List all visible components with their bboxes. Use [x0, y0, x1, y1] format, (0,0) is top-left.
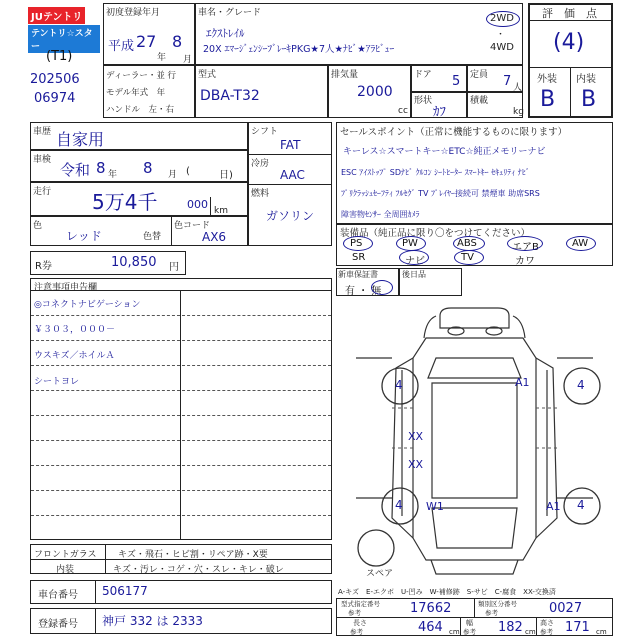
equipment-title: 装備品（純正品に限り〇をつけてください） [340, 228, 531, 239]
first-reg-month: 8 [172, 32, 183, 51]
interior-cond-value: キズ・汚レ・コゲ・穴・スレ・キレ・破レ [113, 565, 284, 575]
note-line-1: ◎コネクトナビゲーション [34, 300, 141, 310]
height-ref: 参考 [540, 628, 553, 636]
model-label: 型式 [198, 70, 217, 80]
front-glass-label: フロントガラス [34, 550, 97, 560]
selling-point-line-2: ESC ｱｲｽﾄｯﾌﾟ SDﾅﾋﾞ ｸﾙｺﾝ ｼｰﾄﾋｰﾀｰ ｽﾏｰﾄｷｰ ｾｷｭﾘﾃｨ ﾅﾋﾞ [341, 168, 530, 177]
ac-label: 冷房 [251, 159, 270, 169]
shape-value: ｶﾌ [433, 105, 446, 120]
displacement-label: 排気量 [331, 70, 359, 80]
inspection-month: 8 [143, 159, 153, 177]
logo [28, 5, 100, 52]
displacement-unit: cc [398, 106, 408, 116]
equip-sr: SR [352, 252, 366, 263]
interior-grade: B [581, 87, 597, 112]
damage-legend: A-キズ E-エクボ U-凹み W-補修跡 S-サビ C-腐食 XX-交換済 [338, 588, 556, 596]
notes-box [30, 278, 332, 540]
damage-a1-top: A1 [515, 376, 530, 389]
load-label: 積載 [470, 96, 489, 106]
equip-abs: ABS [457, 238, 477, 249]
recycle-unit: 円 [169, 262, 179, 273]
drive-4wd: 4WD [490, 42, 514, 53]
equip-navi: ナビ [405, 256, 425, 267]
logo-line2: テントリ☆スター [28, 25, 100, 53]
logo-line1: JUテントリ [28, 7, 85, 24]
lot-id-1: 202506 [30, 72, 80, 87]
selling-point-line-3: ﾌﾟﾘｸﾗｯｼｭｾｰﾌﾃｨ ﾌﾙｾｸﾞ TV ﾌﾟﾚｲﾔｰ接続可 禁煙車 助席SRS [341, 189, 540, 198]
first-reg-era: 平成 [108, 39, 135, 54]
fuel-label: 燃料 [251, 189, 270, 199]
warranty-value: 有 ・ 無 [345, 286, 382, 297]
recycle-box [30, 251, 186, 275]
note-line-3: ウスキズ／ホイルＡ [34, 351, 115, 361]
chassis-label: 車台番号 [38, 590, 78, 601]
car-name-label: 車名・グレード [198, 8, 262, 18]
color-label: 色 [33, 221, 43, 231]
drive-2wd: 2WD [490, 13, 514, 24]
width-value: 182 [498, 620, 523, 635]
category-label: 類別区分番号 [478, 600, 517, 608]
damage-w1: W1 [426, 500, 444, 513]
car-name: ｴｸｽﾄﾚｲﾙ [206, 27, 245, 40]
usage-label: 車歴 [33, 127, 52, 137]
warranty-circle [371, 280, 393, 295]
damage-xx-mid: XX [408, 458, 424, 471]
inspection-day-open: ( [186, 166, 190, 177]
evaluation-score: (4) [553, 30, 585, 55]
handle-label: ハンドル 左・右 [106, 105, 175, 115]
width-ref: 参考 [463, 628, 476, 636]
capacity-value: 7 [503, 74, 512, 89]
tire-rl: 4 [395, 498, 403, 512]
dealer-label: ディーラー・並 行 [106, 71, 177, 81]
mileage-value: 5万4千 [92, 190, 158, 214]
equip-tv: TV [461, 252, 474, 263]
tire-fr: 4 [577, 378, 585, 392]
exterior-label: 外装 [537, 74, 557, 85]
mileage-label: 走行 [33, 187, 52, 197]
load-unit: kg [513, 107, 524, 117]
equip-pw-circle [396, 236, 426, 251]
capacity-label: 定員 [470, 70, 489, 80]
length-label: 長さ [353, 619, 367, 627]
shift-value: FAT [280, 138, 301, 152]
selling-point-line-4: 障害物ｾﾝｻｰ 全周囲ｶﾒﾗ [341, 210, 420, 219]
equip-aw-circle [566, 236, 596, 251]
equip-tv-circle [454, 250, 484, 265]
interior-label: 内装 [576, 74, 596, 85]
color-change-label: 色替 [143, 232, 162, 242]
inspection-label: 車検 [33, 155, 52, 165]
category-ref: 参考 [485, 609, 498, 617]
equip-ps-circle [343, 236, 373, 251]
equip-airbag-circle [507, 236, 543, 251]
fuel-value: ガソリン [266, 209, 315, 223]
inspection-year-unit: 年 [108, 170, 118, 180]
selling-points-title: セールスポイント（正常に機能するものに限ります） [340, 127, 568, 138]
equip-navi-circle [399, 250, 429, 265]
recycle-label: R券 [35, 261, 52, 272]
note-line-2: ￥３０３，０００－ [34, 325, 116, 335]
car-diagram [336, 298, 613, 583]
evaluation-label: 評 価 点 [542, 7, 597, 20]
exterior-grade: B [540, 87, 556, 112]
recycle-value: 10,850 [111, 255, 157, 270]
date-item-label: 後日品 [402, 270, 426, 279]
mileage-sub: 000 [187, 198, 208, 211]
car-grade: 20X ｴﾏｰｼﾞｪﾝｼｰﾌﾞﾚｰｷPKG★7人★ﾅﾋﾞ★ｱﾗﾋﾞｭｰ [203, 44, 395, 55]
equip-airbag: エアB [512, 242, 539, 253]
equip-ps: PS [350, 238, 363, 249]
damage-xx-left: XX [408, 430, 424, 443]
shift-label: シフト [251, 127, 279, 137]
height-value: 171 [565, 620, 590, 635]
ac-value: AAC [280, 168, 305, 182]
drive-dot: ・ [496, 30, 506, 40]
displacement-value: 2000 [357, 84, 393, 100]
equip-abs-circle [453, 236, 485, 251]
first-reg-year: 27 [136, 32, 157, 51]
length-value: 464 [418, 620, 443, 635]
equip-aw: AW [572, 238, 589, 249]
capacity-unit: 人 [513, 83, 523, 93]
interior-cond-label: 内装 [56, 565, 75, 575]
inspection-year: 8 [96, 159, 106, 177]
damage-a1-bottom: A1 [546, 500, 561, 513]
color-code: AX6 [202, 230, 227, 244]
inspection-day-close: 日) [219, 170, 233, 181]
inspection-era: 令和 [60, 161, 91, 179]
height-label: 高さ [540, 619, 554, 627]
length-unit: cm [449, 628, 460, 636]
model-value: DBA-T32 [200, 88, 260, 104]
inspection-month-unit: 月 [168, 170, 178, 180]
width-unit: cm [525, 628, 536, 636]
selling-point-line-1: キーレス☆スマートキー☆ETC☆純正メモリーナビ [343, 147, 546, 157]
registration-value: 神戸 332 は 2333 [102, 614, 203, 628]
spare-label: スペア [366, 569, 394, 579]
doors-label: ドア [414, 70, 432, 80]
first-reg-month-unit: 月 [183, 55, 193, 65]
model-code-label: 型式指定番号 [341, 600, 380, 608]
equip-pw: PW [402, 238, 418, 249]
lot-id-2: 06974 [34, 91, 76, 106]
doors-value: 5 [452, 74, 461, 89]
height-unit: cm [596, 628, 607, 636]
note-line-4: シートヨレ [34, 377, 80, 387]
model-year-label: モデル年式 年 [106, 88, 166, 98]
color-code-label: 色コード [174, 221, 211, 231]
category-value: 0027 [549, 601, 583, 616]
width-label: 幅 [466, 619, 473, 627]
front-glass-value: キズ・飛石・ヒビ割・リペア跡・X要 [118, 550, 268, 560]
model-code-value: 17662 [410, 601, 452, 616]
usage-value: 自家用 [56, 130, 105, 149]
model-code-ref: 参考 [348, 609, 361, 617]
tire-rr: 4 [577, 498, 585, 512]
first-reg-label: 初度登録年月 [106, 8, 161, 18]
chassis-value: 506177 [102, 584, 148, 598]
color-value: レッド [66, 229, 102, 243]
length-ref: 参考 [350, 628, 363, 636]
lot-code: (T1) [46, 49, 73, 64]
shape-label: 形状 [414, 96, 433, 106]
warranty-label: 新車保証書 [338, 270, 378, 279]
mileage-unit: km [214, 206, 228, 216]
first-reg-year-unit: 年 [157, 53, 167, 63]
notes-title: 注意事項申告欄 [34, 283, 98, 293]
equip-leather: カワ [515, 256, 535, 267]
tire-fl: 4 [395, 378, 403, 392]
registration-label: 登録番号 [38, 619, 78, 630]
